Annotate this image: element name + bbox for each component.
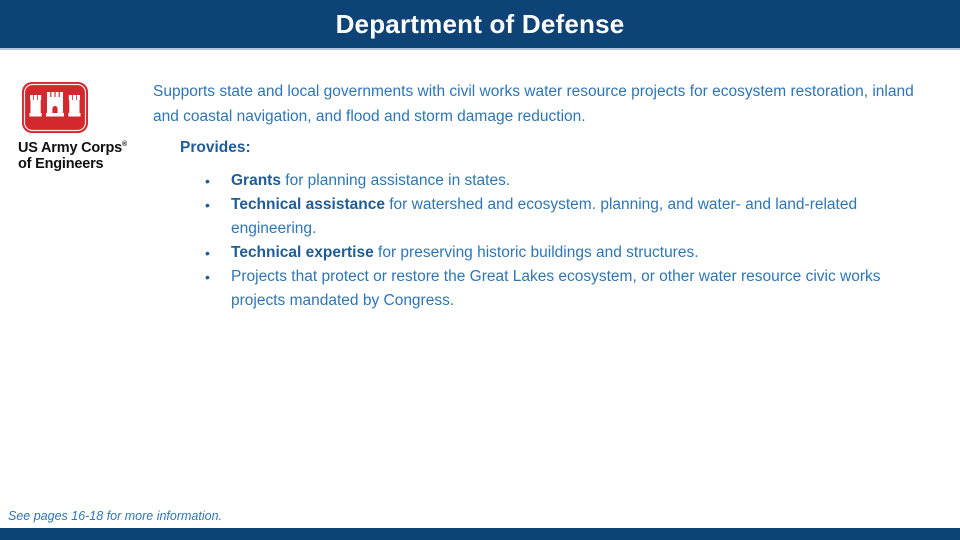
bullet-text: for preserving historic buildings and structures. [373,244,699,261]
usace-castle-svg [22,82,88,133]
bullet-item [203,265,915,313]
bullet-item [203,241,915,265]
bullet-bold-text: Technical assistance [231,196,385,213]
bullet-dot-icon: • [205,269,210,285]
footer-bar [0,528,960,540]
footer-note: See pages 16-18 for more information. [8,509,223,523]
registered-mark: ® [122,141,127,148]
page-title: Department of Defense [335,8,625,39]
provides-list [203,169,915,313]
bullet-dot-icon: • [205,197,210,213]
bullet-text: Projects that protect or restore the Great Lakes ecosystem, or other water resource civic works projects mandated by Congress. [231,268,881,309]
bullet-bold-text: Grants [231,172,281,189]
usace-castle-icon [22,82,88,133]
bullet-dot-icon: • [205,245,210,261]
logo-line2: of Engineers [18,155,104,172]
bullet-bold-text: Technical expertise [231,244,374,261]
header-underline [0,48,960,50]
bullet-item [203,193,915,241]
bullet-item [203,169,915,193]
provides-heading: Provides: [180,139,251,156]
bullet-text: for watershed and ecosystem. planning, and water- and land-related engineering. [231,196,858,237]
bullet-dot-icon: • [205,173,210,189]
logo-wordmark [18,137,148,172]
logo-line1: US Army Corps [18,139,123,156]
bullet-text: for planning assistance in states. [280,172,511,189]
header-bar [0,0,960,48]
intro-paragraph: Supports state and local governments with civil works water resource projects for ecosystem restoration, inland and coastal navigation, and flood and storm damage reduction. [153,83,914,125]
